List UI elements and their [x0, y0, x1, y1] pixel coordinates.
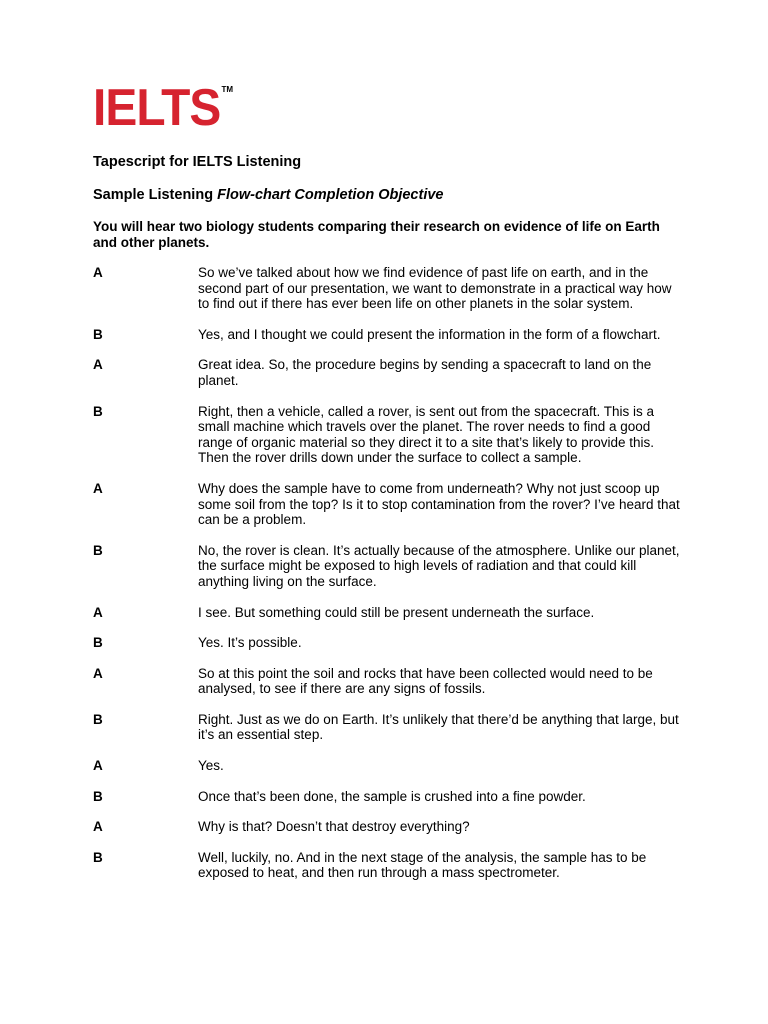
transcript-turn [93, 543, 693, 590]
transcript-turn [93, 819, 693, 835]
transcript-turn [93, 635, 693, 651]
ielts-logo [93, 79, 234, 137]
trademark-symbol: TM [221, 85, 234, 94]
speaker-line: Yes. It’s possible. [198, 635, 302, 651]
subtitle-prefix: Sample Listening [93, 187, 218, 203]
speaker-label: B [93, 635, 103, 651]
speaker-label: B [93, 788, 103, 804]
transcript-turn [93, 265, 693, 312]
transcript-turn [93, 404, 693, 466]
speaker-label: A [93, 480, 103, 496]
subtitle-italic: Flow-chart Completion Objective [217, 187, 444, 203]
transcript-turn [93, 850, 693, 881]
transcript-turn [93, 327, 693, 343]
intro-instructions: You will hear two biology students comparing their research on evidence of life on Earth and other planets. [93, 219, 660, 250]
speaker-label: A [93, 265, 103, 280]
speaker-label: B [93, 711, 103, 727]
speaker-line: Once that’s been done, the sample is crushed into a fine powder. [198, 788, 586, 804]
speaker-line: So we’ve talked about how we find evidence of past life on earth, and in the second part of our presentation, we want to demonstrate in a practical way how to find out if there has ever been life on other planets in the solar system. [198, 265, 672, 312]
ielts-logo-wordmark: IELTS [93, 79, 221, 137]
speaker-label: B [93, 849, 103, 865]
transcript-turn [93, 481, 693, 528]
transcript-turn [93, 357, 693, 388]
speaker-line: Right. Just as we do on Earth. It’s unlikely that there’d be anything that large, but it’s an essential step. [198, 711, 679, 743]
speaker-label: A [93, 604, 103, 620]
speaker-label: B [93, 542, 103, 558]
speaker-line: I see. But something could still be present underneath the surface. [198, 604, 595, 620]
speaker-label: A [93, 758, 103, 774]
speaker-label: B [93, 326, 103, 342]
speaker-line: Right, then a vehicle, called a rover, is sent out from the spacecraft. This is a small machine which travels over the planet. The rover needs to find a good range of organic material so they direct it to a site that’s likely to provide this. Then the rover drills down under the surface to collect a sample. [198, 403, 654, 466]
speaker-line: No, the rover is clean. It’s actually because of the atmosphere. Unlike our planet, the surface might be exposed to high levels of radiation and that could kill anything living on the surface. [198, 542, 680, 589]
transcript [93, 265, 693, 881]
transcript-turn [93, 789, 693, 805]
speaker-label: A [93, 819, 103, 835]
page-title: Tapescript for IELTS Listening [93, 154, 302, 170]
transcript-turn [93, 605, 693, 621]
speaker-line: Yes, and I thought we could present the information in the form of a flowchart. [198, 326, 661, 342]
speaker-label: B [93, 403, 103, 419]
speaker-line: Great idea. So, the procedure begins by sending a spacecraft to land on the planet. [198, 357, 652, 388]
page-subtitle [93, 185, 443, 205]
transcript-turn [93, 666, 693, 697]
transcript-turn [93, 758, 693, 774]
speaker-label: A [93, 665, 103, 681]
speaker-line: Why is that? Doesn’t that destroy everything? [198, 819, 470, 835]
speaker-line: Why does the sample have to come from underneath? Why not just scoop up some soil from the top? Is it to stop contamination from the rover? I’ve heard that can be a problem. [198, 480, 680, 528]
transcript-turn [93, 712, 693, 743]
speaker-line: Yes. [198, 758, 224, 774]
speaker-line: So at this point the soil and rocks that have been collected would need to be analysed, to see if there are any signs of fossils. [198, 665, 653, 697]
speaker-label: A [93, 357, 103, 373]
speaker-line: Well, luckily, no. And in the next stage of the analysis, the sample has to be exposed to heat, and then run through a mass spectrometer. [198, 849, 647, 881]
